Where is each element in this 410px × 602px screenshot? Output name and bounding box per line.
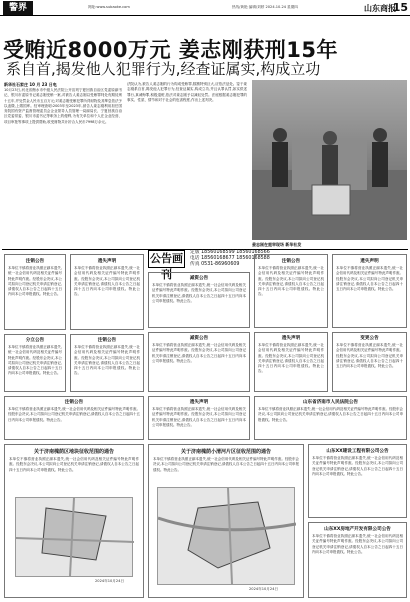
land-map — [157, 487, 295, 585]
ad-title: 遗失声明 — [97, 259, 117, 264]
ad-title: 遗失声明 — [189, 400, 209, 405]
ad-notice-13 — [308, 444, 407, 518]
ad-text: 本单位不慎将营业执照正副本遗失,统一社会信用代码及相关证件编号特此声明作废。经股东会决议,本公司拟向公司登记机关申请注销登记,请债权人自本公告之日起四十五日内向本公司申报债权。特此公告。 — [336, 343, 403, 369]
photo-caption: 姜志刚在庭审现场 新华社发 — [252, 242, 302, 247]
ad-notice-2 — [70, 254, 144, 330]
ad-notice-8 — [148, 332, 250, 392]
ad-notice-4 — [254, 254, 328, 328]
ad-title: 注销公告 — [25, 259, 45, 264]
ad-text: 本单位不慎将营业执照正副本遗失,统一社会信用代码及相关证件编号特此声明作废。经股东会决议,本公司拟向公司登记机关申请注销登记,请债权人自本公告之日起四十五日内向本公司申报债权。特此公告。 — [312, 456, 403, 476]
ad-text: 本单位不慎将营业执照正副本遗失,统一社会信用代码及相关证件编号特此声明作废。经股东会决议,本公司拟向公司登记机关申请注销登记,请债权人自本公告之日起四十五日内向本公司申报债权。特此公告。 — [152, 283, 246, 303]
ad-text: 本单位不慎将营业执照正副本遗失,统一社会信用代码及相关证件编号特此声明作废。经股东会决议,本公司拟向公司登记机关申请注销登记,请债权人自本公告之日起四十五日内向本公司申报债权。特此公告。 — [258, 343, 324, 374]
article-body-left: 10月23日,河北省衡水市中级人民法院公开宣判宁夏回族自治区党委原副书记、银川市委原书记姜志刚受贿一案,对被告人姜志刚以受贿罪判处有期徒刑十五年,并处罚金人民币五百万元;对姜志刚受贿犯罪所得财物及其孳息依法予以追缴,上缴国库。经审理查明:2003年至2023年,被告人姜志刚利用担任国务院国有资产监督管理委员会企业领导人员管理一局副局长、宁夏回族自治区党委常委、银川市委书记等职务上的便利,为有关单位和个人在企业经营、项目审批等事项上提供帮助,收受财物共计折合人民币7998万余元。 — [4, 88, 122, 124]
ad-title: 减资公告 — [189, 276, 209, 281]
website: 网址:www.subaoke.com — [88, 5, 130, 9]
ad-title: 关于济南槐荫小清河片区征收范围的通告 — [180, 449, 271, 455]
ad-text: 本单位不慎将营业执照正副本遗失,统一社会信用代码及相关证件编号特此声明作废。经股东会决议,本公司拟向公司登记机关申请注销登记,请债权人自本公告之日起四十五日内向本公司申报债权。特此公告。 — [8, 407, 140, 422]
courtroom-photo — [252, 80, 407, 240]
ad-text: 本单位不慎将营业执照正副本遗失,统一社会信用代码及相关证件编号特此声明作废。经股东会决议,本公司拟向公司登记机关申请注销登记,请债权人自本公告之日起四十五日内向本公司申报债权。特此公告。 — [152, 343, 246, 363]
ad-text: 本单位不慎将营业执照正副本遗失,统一社会信用代码及相关证件编号特此声明作废。经股东会决议,本公司拟向公司登记机关申请注销登记,请债权人自本公告之日起四十五日内向本公司申报债权。特此公告。 — [8, 266, 62, 297]
ad-text: 本单位不慎将营业执照正副本遗失,统一社会信用代码及相关证件编号特此声明作废。经股东会决议,本公司拟向公司登记机关申请注销登记,请债权人自本公告之日起四十五日内向本公司申报债权。特此公告。 — [336, 266, 403, 292]
ad-text: 本单位不慎将营业执照正副本遗失,统一社会信用代码及相关证件编号特此声明作废。经股东会决议,本公司拟向公司登记机关申请注销登记,请债权人自本公告之日起四十五日内向本公司申报债权。特此公告。 — [153, 457, 299, 472]
ad-title: 注销公告 — [281, 259, 301, 264]
ad-title: 山东省济南市人民法院公告 — [302, 400, 359, 405]
ad-title: 注销公告 — [64, 400, 84, 405]
ad-title: 关于济南槐荫区地块征收范围的通告 — [33, 449, 114, 455]
ads-banner: 公告画刊 — [150, 252, 183, 281]
date-line: 2024年10月24日 — [95, 579, 125, 583]
ad-text: 本单位不慎将营业执照正副本遗失,统一社会信用代码及相关证件编号特此声明作废。经股东会决议,本公司拟向公司登记机关申请注销登记,请债权人自本公告之日起四十五日内向本公司申报债权。特此公告。 — [8, 345, 62, 376]
land-map — [15, 497, 133, 577]
ad-court-notice — [254, 396, 407, 440]
ad-notice-1 — [4, 254, 66, 330]
article-body-right: 法院认为,被告人姜志刚的行为构成受贿罪,数额特别巨大,应依法惩处。鉴于姜志刚系自首,揭发他人犯罪行为,经查证属实,构成立功,并且认罪认罚,如实供述罪行,真诚悔罪,积极退赃,依法对姜志刚予以减轻处罚。法庭根据姜志刚犯罪的事实、性质、情节和对于社会的危害程度,作出上述判决。 — [127, 82, 247, 102]
byline: 新华社石家庄 10 月 23 日电 — [4, 82, 57, 87]
ad-text: 本单位不慎将营业执照正副本遗失,统一社会信用代码及相关证件编号特此声明作废。经股东会决议,本公司拟向公司登记机关申请注销登记,请债权人自本公告之日起四十五日内向本公司申报债权。特此公告。 — [74, 345, 140, 376]
ad-title: 山东XX建设工程有限公司公告 — [326, 449, 389, 454]
ad-text: 本单位不慎将营业执照正副本遗失,统一社会信用代码及相关证件编号特此声明作废。经股东会决议,本公司拟向公司登记机关申请注销登记,请债权人自本公告之日起四十五日内向本公司申报债权。特此公告。 — [312, 534, 403, 554]
page-number: 15 — [392, 1, 408, 14]
ad-notice-7 — [70, 334, 144, 392]
date-line: 2024年10月24日 — [249, 587, 279, 591]
ad-title: 注销公告 — [97, 338, 117, 343]
section-label: 警界 — [3, 1, 33, 15]
ad-text: 本单位不慎将营业执照正副本遗失,统一社会信用代码及相关证件编号特此声明作废。经股东会决议,本公司拟向公司登记机关申请注销登记,请债权人自本公告之日起四十五日内向本公司申报债权。特此公告。 — [258, 407, 403, 422]
ad-title: 山东XX房地产开发有限公司公告 — [324, 527, 391, 532]
ad-notice-12 — [148, 396, 250, 440]
land-notice-1 — [4, 444, 144, 598]
ad-notice-9 — [254, 332, 328, 392]
ad-notice-10 — [332, 332, 407, 392]
page-header — [0, 0, 410, 16]
ad-text: 本单位不慎将营业执照正副本遗失,统一社会信用代码及相关证件编号特此声明作废。经股东会决议,本公司拟向公司登记机关申请注销登记,请债权人自本公告之日起四十五日内向本公司申报债权。特此公告。 — [74, 266, 140, 297]
ad-title: 变更公告 — [360, 336, 379, 341]
ad-title: 遗失声明 — [360, 259, 379, 264]
phone-line: 电话 18560168677 18560168588 — [190, 256, 270, 261]
publication-name: 山东商报 — [364, 4, 396, 13]
ad-title: 减资公告 — [189, 336, 209, 341]
headline: 受贿近8000万元 姜志刚获刑15年 — [3, 38, 338, 62]
subheadline: 系自首,揭发他人犯罪行为,经查证属实,构成立功 — [6, 60, 321, 78]
ad-title: 分立公告 — [25, 338, 45, 343]
ad-text: 本单位不慎将营业执照正副本遗失,统一社会信用代码及相关证件编号特此声明作废。经股东会决议,本公司拟向公司登记机关申请注销登记,请债权人自本公告之日起四十五日内向本公司申报债权。特此公告。 — [258, 266, 324, 297]
phone-line: 定版 18560168599 18560168566 — [190, 250, 270, 255]
ad-title: 遗失声明 — [281, 336, 301, 341]
ad-notice-11 — [4, 396, 144, 440]
ad-notice-3 — [148, 272, 250, 328]
ad-notice-5 — [332, 254, 407, 328]
ad-text: 本单位不慎将营业执照正副本遗失,统一社会信用代码及相关证件编号特此声明作废。经股东会决议,本公司拟向公司登记机关申请注销登记,请债权人自本公告之日起四十五日内向本公司申报债权。特此公告。 — [9, 457, 139, 472]
land-notice-2 — [148, 444, 304, 598]
editor-line: 热线/黄艳 编辑/刘婷 2024.10.24 星期四 — [232, 5, 298, 9]
phone-line: 传真 0531-86960609 — [190, 262, 240, 267]
ad-text: 本单位不慎将营业执照正副本遗失,统一社会信用代码及相关证件编号特此声明作废。经股东会决议,本公司拟向公司登记机关申请注销登记,请债权人自本公告之日起四十五日内向本公司申报债权。特此公告。 — [152, 407, 246, 427]
ad-notice-14 — [308, 522, 407, 598]
ad-notice-6 — [4, 334, 66, 392]
